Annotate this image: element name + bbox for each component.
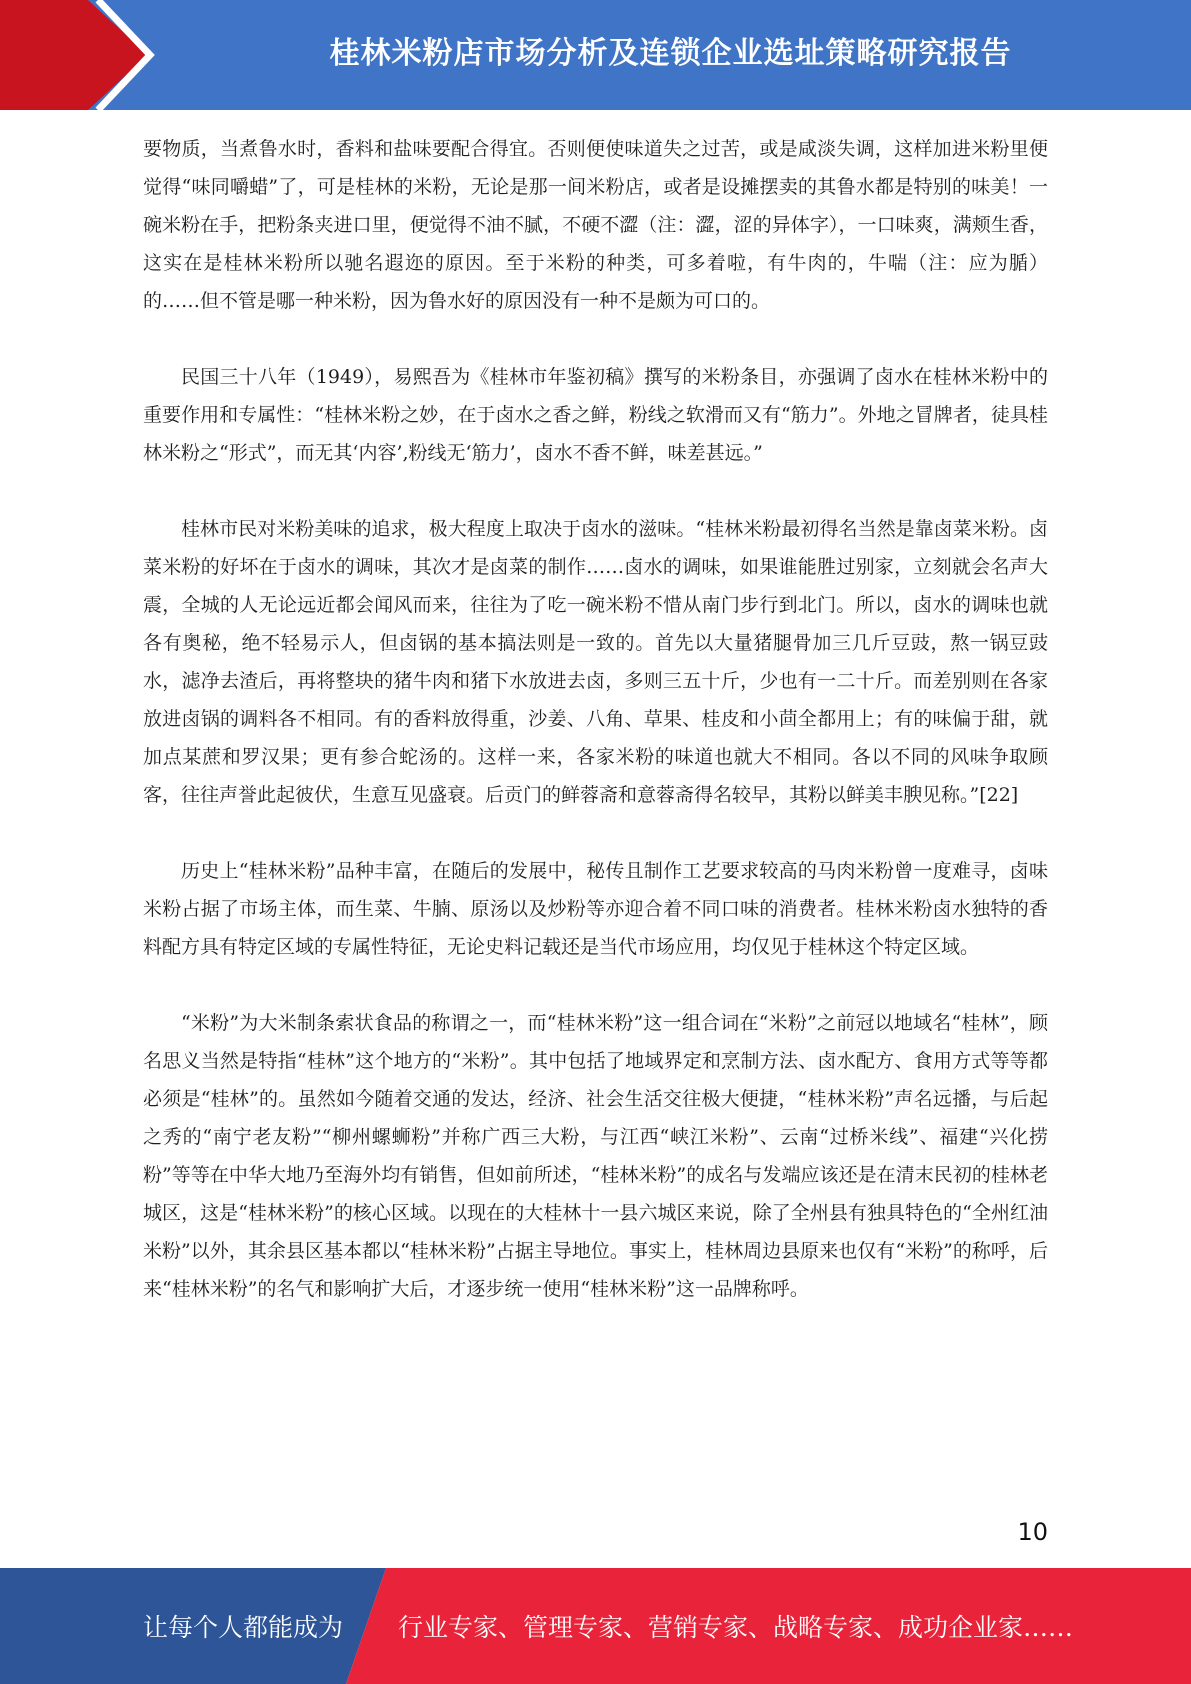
document-body — [143, 130, 1048, 1346]
paragraph-3: 桂林市民对米粉美味的追求，极大程度上取决于卤水的滋味。“桂林米粉最初得名当然是靠卤菜米粉。卤菜米粉的好坏在于卤水的调味，其次才是卤菜的制作……卤水的调味，如果谁能胜过别家，立刻就会名声大震，全城的人无论远近都会闻风而来，往往为了吃一碗米粉不惜从南门步行到北门。所以，卤水的调味也就各有奥秘，绝不轻易示人，但卤锅的基本搞法则是一致的。首先以大量猪腿骨加三几斤豆豉，熬一锅豆豉水，滤净去渣后，再将整块的猪牛肉和猪下水放进去卤，多则三五十斤，少也有一二十斤。而差别则在各家放进卤锅的调料各不相同。有的香料放得重，沙姜、八角、草果、桂皮和小茴全都用上；有的味偏于甜，就加点某蔗和罗汉果；更有参合蛇汤的。这样一来，各家米粉的味道也就大不相同。各以不同的风味争取顾客，往往声誉此起彼伏，生意互见盛衰。后贡门的鲜蓉斋和意蓉斋得名较早，其粉以鲜美丰腴见称。”[22] — [143, 518, 1048, 806]
footer-slogan-right: 行业专家、管理专家、营销专家、战略专家、成功企业家…… — [398, 1613, 1074, 1642]
paragraph-2: 民国三十八年（1949），易熙吾为《桂林市年鉴初稿》撰写的米粉条目，亦强调了卤水在桂林米粉中的重要作用和专属性：“桂林米粉之妙，在于卤水之香之鲜，粉线之软滑而又有“筋力”。外地之冒牌者，徒具桂林米粉之“形式”，而无其‘内容’,粉线无‘筋力’，卤水不香不鲜，味差甚远。” — [143, 366, 1048, 464]
paragraph-1: 要物质，当煮鲁水时，香料和盐味要配合得宜。否则便使味道失之过苦，或是咸淡失调，这样加进米粉里便觉得“味同嚼蜡”了，可是桂林的米粉，无论是那一间米粉店，或者是设摊摆卖的其鲁水都是特别的味美！一碗米粉在手，把粉条夹进口里，便觉得不油不腻，不硬不澀（注：澀，涩的异体字），一口味爽，满颊生香，这实在是桂林米粉所以驰名遐迩的原因。至于米粉的种类，可多着啦，有牛肉的，牛喘（注：应为腯）的……但不管是哪一种米粉，因为鲁水好的原因没有一种不是颇为可口的。 — [143, 138, 1048, 312]
page-footer — [0, 1568, 1191, 1684]
footer-slogan-left: 让每个人都能成为 — [143, 1613, 344, 1642]
page-header — [0, 0, 1191, 110]
page-number: 10 — [1017, 1518, 1048, 1546]
report-title: 桂林米粉店市场分析及连锁企业选址策略研究报告 — [329, 36, 1012, 71]
paragraph-5: “米粉”为大米制条索状食品的称谓之一，而“桂林米粉”这一组合词在“米粉”之前冠以地域名“桂林”，顾名思义当然是特指“桂林”这个地方的“米粉”。其中包括了地域界定和烹制方法、卤水配方、食用方式等等都必须是“桂林”的。虽然如今随着交通的发达，经济、社会生活交往极大便捷，“桂林米粉”声名远播，与后起之秀的“南宁老友粉”“柳州螺蛳粉”并称广西三大粉，与江西“峡江米粉”、云南“过桥米线”、福建“兴化捞粉”等等在中华大地乃至海外均有销售，但如前所述，“桂林米粉”的成名与发端应该还是在清末民初的桂林老城区，这是“桂林米粉”的核心区域。以现在的大桂林十一县六城区来说，除了全州县有独具特色的“全州红油米粉”以外，其余县区基本都以“桂林米粉”占据主导地位。事实上，桂林周边县原来也仅有“米粉”的称呼，后来“桂林米粉”的名气和影响扩大后，才逐步统一使用“桂林米粉”这一品牌称呼。 — [143, 1012, 1048, 1300]
paragraph-4: 历史上“桂林米粉”品种丰富，在随后的发展中，秘传且制作工艺要求较高的马肉米粉曾一度难寻，卤味米粉占据了市场主体，而生菜、牛腩、原汤以及炒粉等亦迎合着不同口味的消费者。桂林米粉卤水独特的香料配方具有特定区域的专属性特征，无论史料记载还是当代市场应用，均仅见于桂林这个特定区域。 — [143, 860, 1048, 958]
